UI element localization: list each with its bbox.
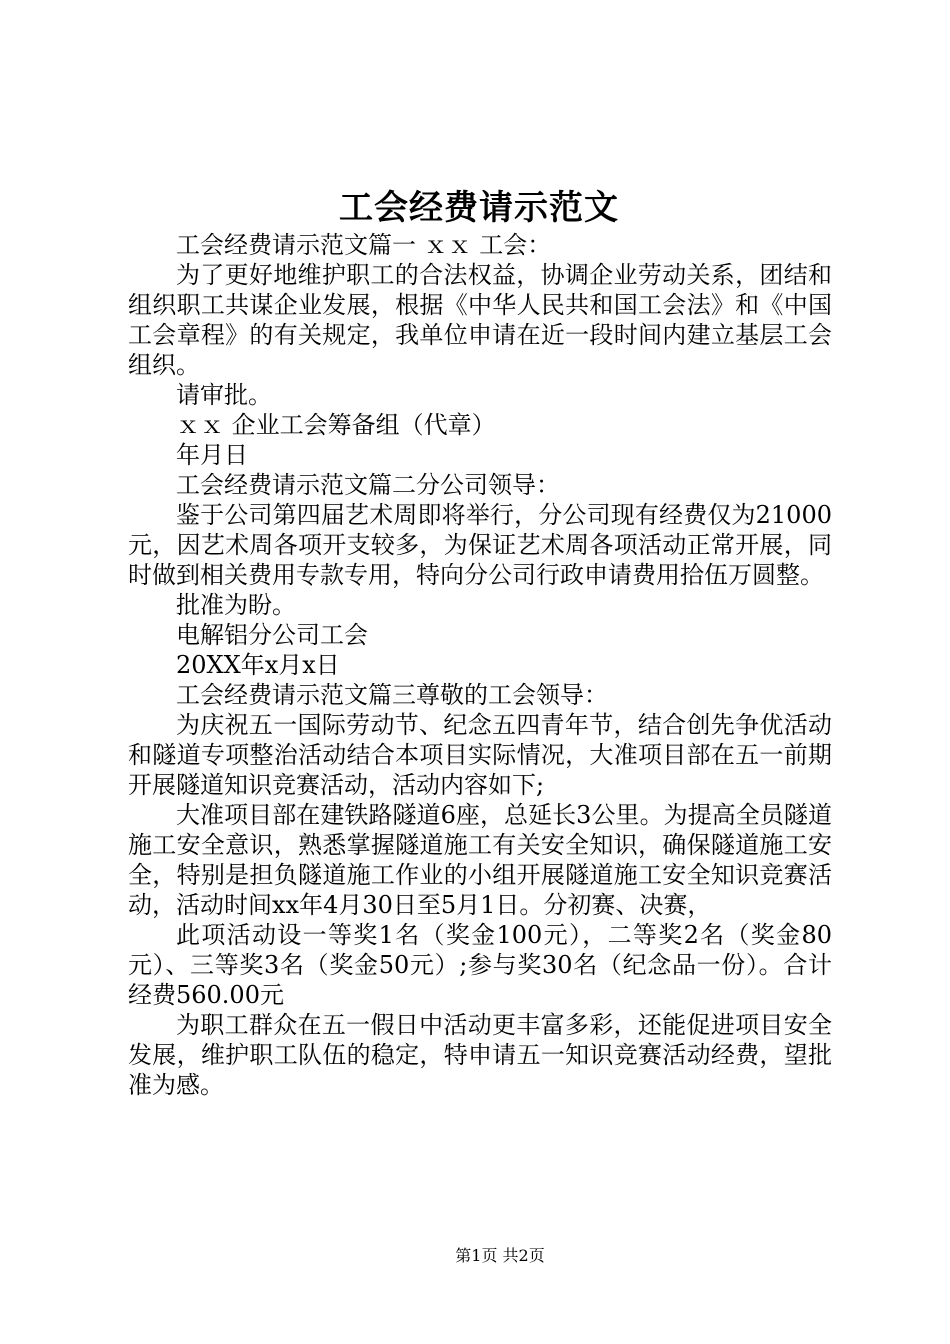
paragraph-3: 请审批。 [176, 381, 272, 409]
paragraph-5: 年月日 [176, 441, 248, 469]
document-title: 工会经费请示范文 [339, 188, 619, 228]
paragraph-8: 批准为盼。 [176, 591, 296, 619]
paragraph-9: 电解铝分公司工会 [176, 621, 368, 649]
paragraph-1: 工会经费请示范文篇一 ｘｘ 工会： [176, 231, 552, 259]
paragraph-7: 鉴于公司第四届艺术周即将举行，分公司现有经费仅为21000元，因艺术周各项开支较多，为保证艺术周各项活动正常开展，同时做到相关费用专款专用，特向分公司行政申请费用拾伍万圆整。 [128, 501, 832, 589]
document-body [128, 230, 832, 1100]
paragraph-11: 工会经费请示范文篇三尊敬的工会领导： [176, 681, 608, 709]
page-footer: 第1页 共2页 [455, 1246, 545, 1265]
paragraph-12: 为庆祝五一国际劳动节、纪念五四青年节，结合创先争优活动和隧道专项整治活动结合本项目实际情况，大准项目部在五一前期开展隧道知识竞赛活动，活动内容如下; [128, 711, 832, 799]
paragraph-14: 此项活动设一等奖1名（奖金100元），二等奖2名（奖金80元）、三等奖3名（奖金50元）;参与奖30名（纪念品一份）。合计经费560.00元 [128, 921, 832, 1009]
paragraph-2: 为了更好地维护职工的合法权益，协调企业劳动关系，团结和组织职工共谋企业发展，根据《中华人民共和国工会法》和《中国工会章程》的有关规定，我单位申请在近一段时间内建立基层工会组织。 [128, 261, 832, 379]
paragraph-6: 工会经费请示范文篇二分公司领导： [176, 471, 560, 499]
paragraph-10: 20XX年x月x日 [176, 651, 340, 679]
paragraph-15: 为职工群众在五一假日中活动更丰富多彩，还能促进项目安全发展，维护职工队伍的稳定，特申请五一知识竞赛活动经费，望批准为感。 [128, 1011, 832, 1099]
paragraph-4: ｘｘ 企业工会筹备组（代章） [176, 411, 496, 439]
paragraph-13: 大准项目部在建铁路隧道6座，总延长3公里。为提高全员隧道施工安全意识，熟悉掌握隧道施工有关安全知识，确保隧道施工安全，特别是担负隧道施工作业的小组开展隧道施工安全知识竞赛活动，活动时间xx年4月30日至5月1日。分初赛、决赛， [128, 801, 832, 919]
